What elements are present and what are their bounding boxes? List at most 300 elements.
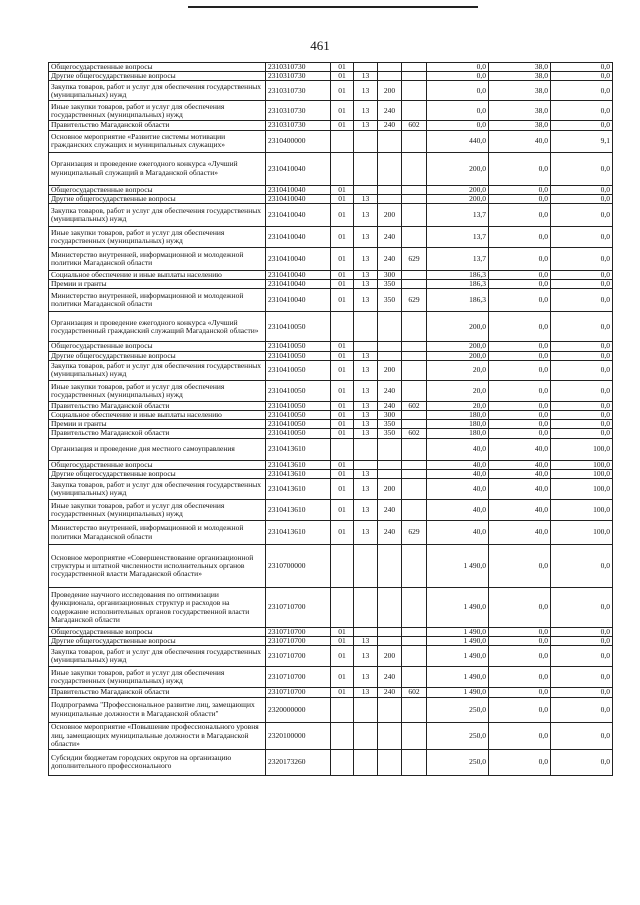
- row-name: Социальное обеспечение и иные выплаты населению: [49, 411, 266, 420]
- table-row: [49, 628, 613, 637]
- row-amount-1: 200,0: [427, 342, 489, 351]
- row-target-code: 2310410050: [266, 429, 331, 438]
- row-amount-2: 0,0: [489, 289, 551, 312]
- row-amount-2: 0,0: [489, 351, 551, 360]
- row-target-code: 2310410050: [266, 360, 331, 380]
- row-admin-code: [402, 342, 427, 351]
- row-name: Министерство внутренней, информационной и молодежной политики Магаданской области: [49, 248, 266, 271]
- row-section: 01: [331, 646, 354, 667]
- row-amount-3: 0,0: [551, 72, 613, 81]
- table-row: [49, 697, 613, 722]
- row-expense-type: 200: [378, 204, 402, 227]
- row-name: Другие общегосударственные вопросы: [49, 469, 266, 478]
- row-target-code: 2310710700: [266, 588, 331, 628]
- table-row: [49, 121, 613, 130]
- row-name: Правительство Магаданской области: [49, 688, 266, 697]
- row-amount-2: 0,0: [489, 628, 551, 637]
- table-row: [49, 401, 613, 410]
- row-amount-2: 40,0: [489, 460, 551, 469]
- row-name: Общегосударственные вопросы: [49, 460, 266, 469]
- row-target-code: 2310413610: [266, 469, 331, 478]
- row-amount-1: 13,7: [427, 227, 489, 248]
- row-expense-type: 240: [378, 521, 402, 545]
- row-admin-code: 629: [402, 521, 427, 545]
- row-admin-code: [402, 469, 427, 478]
- row-subsection: [354, 628, 378, 637]
- row-expense-type: [378, 351, 402, 360]
- row-target-code: 2310310730: [266, 72, 331, 81]
- row-amount-1: 0,0: [427, 121, 489, 130]
- row-amount-1: 200,0: [427, 152, 489, 185]
- row-admin-code: [402, 204, 427, 227]
- row-name: Основное мероприятие «Повышение профессионального уровня лиц, замещающих муниципальные должности в Магаданской области»: [49, 722, 266, 749]
- row-section: [331, 130, 354, 152]
- row-expense-type: [378, 637, 402, 646]
- row-admin-code: [402, 63, 427, 72]
- row-expense-type: [378, 194, 402, 203]
- row-expense-type: 200: [378, 646, 402, 667]
- row-amount-1: 200,0: [427, 194, 489, 203]
- row-section: 01: [331, 289, 354, 312]
- row-amount-3: 0,0: [551, 646, 613, 667]
- row-expense-type: [378, 588, 402, 628]
- row-expense-type: [378, 628, 402, 637]
- row-subsection: 13: [354, 420, 378, 429]
- row-amount-1: 40,0: [427, 521, 489, 545]
- row-target-code: 2310413610: [266, 500, 331, 521]
- row-subsection: 13: [354, 401, 378, 410]
- top-rule: [188, 6, 478, 8]
- row-name: Иные закупки товаров, работ и услуг для обеспечения государственных (муниципальных) нужд: [49, 101, 266, 121]
- row-amount-1: 180,0: [427, 420, 489, 429]
- row-amount-1: 40,0: [427, 438, 489, 460]
- row-admin-code: [402, 460, 427, 469]
- row-amount-2: 0,0: [489, 204, 551, 227]
- row-admin-code: [402, 697, 427, 722]
- row-subsection: [354, 63, 378, 72]
- row-name: Проведение научного исследования по оптимизации функционала, организационных структур и расходов на содержание исполнительных органов государственной власти Магаданской области: [49, 588, 266, 628]
- row-subsection: [354, 152, 378, 185]
- row-target-code: 2310410040: [266, 227, 331, 248]
- row-amount-2: 0,0: [489, 411, 551, 420]
- row-amount-1: 20,0: [427, 401, 489, 410]
- row-section: 01: [331, 360, 354, 380]
- row-name: Закупка товаров, работ и услуг для обеспечения государственных (муниципальных) нужд: [49, 81, 266, 101]
- row-target-code: 2310710700: [266, 667, 331, 688]
- row-amount-2: 0,0: [489, 429, 551, 438]
- row-admin-code: [402, 312, 427, 342]
- row-section: 01: [331, 401, 354, 410]
- row-expense-type: 240: [378, 101, 402, 121]
- row-amount-1: 1 490,0: [427, 628, 489, 637]
- table-row: [49, 81, 613, 101]
- row-subsection: 13: [354, 121, 378, 130]
- row-subsection: [354, 130, 378, 152]
- row-admin-code: [402, 194, 427, 203]
- row-section: 01: [331, 351, 354, 360]
- row-target-code: 2310400000: [266, 130, 331, 152]
- row-amount-2: 0,0: [489, 401, 551, 410]
- row-name: Закупка товаров, работ и услуг для обеспечения государственных (муниципальных) нужд: [49, 360, 266, 380]
- budget-table-body: [49, 63, 613, 776]
- row-target-code: 2320000000: [266, 697, 331, 722]
- row-expense-type: 200: [378, 360, 402, 380]
- row-target-code: 2320100000: [266, 722, 331, 749]
- table-row: [49, 646, 613, 667]
- row-subsection: [354, 697, 378, 722]
- row-target-code: 2310410050: [266, 351, 331, 360]
- row-admin-code: [402, 628, 427, 637]
- table-row: [49, 289, 613, 312]
- row-expense-type: 300: [378, 411, 402, 420]
- row-amount-1: 1 490,0: [427, 646, 489, 667]
- table-row: [49, 194, 613, 203]
- row-admin-code: [402, 749, 427, 775]
- table-row: [49, 469, 613, 478]
- row-target-code: 2310410050: [266, 411, 331, 420]
- row-section: 01: [331, 121, 354, 130]
- row-amount-3: 0,0: [551, 749, 613, 775]
- row-subsection: 13: [354, 194, 378, 203]
- table-row: [49, 360, 613, 380]
- row-target-code: 2310410050: [266, 401, 331, 410]
- row-target-code: 2310710700: [266, 646, 331, 667]
- row-subsection: [354, 185, 378, 194]
- row-amount-3: 0,0: [551, 420, 613, 429]
- row-section: 01: [331, 81, 354, 101]
- row-expense-type: [378, 130, 402, 152]
- table-row: [49, 130, 613, 152]
- row-amount-1: 186,3: [427, 280, 489, 289]
- row-section: 01: [331, 342, 354, 351]
- table-row: [49, 380, 613, 401]
- row-amount-2: 38,0: [489, 81, 551, 101]
- row-subsection: 13: [354, 521, 378, 545]
- row-expense-type: [378, 697, 402, 722]
- row-name: Другие общегосударственные вопросы: [49, 351, 266, 360]
- row-expense-type: [378, 749, 402, 775]
- row-name: Другие общегосударственные вопросы: [49, 637, 266, 646]
- row-amount-2: 0,0: [489, 342, 551, 351]
- row-name: Организация и проведение дня местного самоуправления: [49, 438, 266, 460]
- row-section: 01: [331, 429, 354, 438]
- table-row: [49, 63, 613, 72]
- row-amount-2: 40,0: [489, 469, 551, 478]
- row-section: 01: [331, 411, 354, 420]
- row-target-code: 2310710700: [266, 628, 331, 637]
- row-amount-3: 0,0: [551, 101, 613, 121]
- row-expense-type: [378, 545, 402, 588]
- row-amount-3: 0,0: [551, 545, 613, 588]
- table-row: [49, 688, 613, 697]
- row-target-code: 2310413610: [266, 438, 331, 460]
- row-amount-2: 0,0: [489, 248, 551, 271]
- table-row: [49, 280, 613, 289]
- row-section: [331, 152, 354, 185]
- row-subsection: 13: [354, 637, 378, 646]
- row-name: Закупка товаров, работ и услуг для обеспечения государственных (муниципальных) нужд: [49, 646, 266, 667]
- row-subsection: 13: [354, 469, 378, 478]
- budget-table: [48, 62, 613, 776]
- row-target-code: 2310410040: [266, 289, 331, 312]
- row-admin-code: [402, 130, 427, 152]
- table-row: [49, 227, 613, 248]
- row-subsection: 13: [354, 204, 378, 227]
- row-amount-3: 0,0: [551, 342, 613, 351]
- row-amount-1: 40,0: [427, 469, 489, 478]
- row-amount-2: 0,0: [489, 637, 551, 646]
- row-target-code: 2310310730: [266, 101, 331, 121]
- row-admin-code: [402, 438, 427, 460]
- row-amount-3: 100,0: [551, 438, 613, 460]
- row-expense-type: 200: [378, 81, 402, 101]
- row-admin-code: 602: [402, 121, 427, 130]
- row-amount-3: 0,0: [551, 722, 613, 749]
- row-admin-code: [402, 280, 427, 289]
- row-name: Правительство Магаданской области: [49, 121, 266, 130]
- row-target-code: 2310700000: [266, 545, 331, 588]
- table-row: [49, 342, 613, 351]
- row-expense-type: 350: [378, 280, 402, 289]
- table-row: [49, 152, 613, 185]
- row-target-code: 2310410050: [266, 312, 331, 342]
- row-subsection: 13: [354, 227, 378, 248]
- row-amount-1: 200,0: [427, 185, 489, 194]
- row-subsection: 13: [354, 667, 378, 688]
- row-amount-1: 250,0: [427, 722, 489, 749]
- row-expense-type: 240: [378, 121, 402, 130]
- row-name: Субсидии бюджетам городских округов на организацию дополнительного профессионального: [49, 749, 266, 775]
- row-amount-2: 0,0: [489, 588, 551, 628]
- row-section: 01: [331, 479, 354, 500]
- row-amount-1: 1 490,0: [427, 545, 489, 588]
- row-amount-2: 0,0: [489, 280, 551, 289]
- row-amount-3: 100,0: [551, 521, 613, 545]
- row-amount-2: 0,0: [489, 227, 551, 248]
- row-expense-type: 350: [378, 429, 402, 438]
- row-admin-code: [402, 360, 427, 380]
- row-target-code: 2310710700: [266, 688, 331, 697]
- row-target-code: 2310410050: [266, 380, 331, 401]
- row-name: Закупка товаров, работ и услуг для обеспечения государственных (муниципальных) нужд: [49, 204, 266, 227]
- row-amount-3: 9,1: [551, 130, 613, 152]
- row-expense-type: [378, 722, 402, 749]
- row-expense-type: [378, 72, 402, 81]
- row-name: Правительство Магаданской области: [49, 401, 266, 410]
- row-amount-3: 0,0: [551, 227, 613, 248]
- row-target-code: 2310310730: [266, 121, 331, 130]
- row-expense-type: 240: [378, 248, 402, 271]
- row-expense-type: 240: [378, 500, 402, 521]
- row-section: [331, 697, 354, 722]
- table-row: [49, 429, 613, 438]
- row-section: 01: [331, 72, 354, 81]
- row-amount-1: 0,0: [427, 72, 489, 81]
- row-section: 01: [331, 204, 354, 227]
- row-name: Премии и гранты: [49, 280, 266, 289]
- row-name: Министерство внутренней, информационной и молодежной политики Магаданской области: [49, 521, 266, 545]
- row-amount-1: 200,0: [427, 351, 489, 360]
- row-admin-code: 602: [402, 688, 427, 697]
- row-amount-3: 100,0: [551, 500, 613, 521]
- row-amount-2: 38,0: [489, 121, 551, 130]
- row-amount-3: 0,0: [551, 81, 613, 101]
- row-name: Закупка товаров, работ и услуг для обеспечения государственных (муниципальных) нужд: [49, 479, 266, 500]
- table-row: [49, 438, 613, 460]
- row-section: 01: [331, 63, 354, 72]
- row-amount-3: 0,0: [551, 380, 613, 401]
- row-amount-1: 20,0: [427, 380, 489, 401]
- row-subsection: 13: [354, 351, 378, 360]
- row-subsection: 13: [354, 72, 378, 81]
- table-row: [49, 248, 613, 271]
- row-admin-code: [402, 588, 427, 628]
- row-subsection: 13: [354, 289, 378, 312]
- row-admin-code: [402, 722, 427, 749]
- row-section: 01: [331, 667, 354, 688]
- table-row: [49, 545, 613, 588]
- table-row: [49, 637, 613, 646]
- table-row: [49, 72, 613, 81]
- row-amount-3: 100,0: [551, 460, 613, 469]
- row-target-code: 2320173260: [266, 749, 331, 775]
- row-target-code: 2310410040: [266, 194, 331, 203]
- row-amount-2: 0,0: [489, 420, 551, 429]
- page-number: 461: [310, 38, 330, 53]
- row-target-code: 2310413610: [266, 460, 331, 469]
- row-amount-1: 250,0: [427, 697, 489, 722]
- row-admin-code: [402, 72, 427, 81]
- table-row: [49, 667, 613, 688]
- row-amount-1: 13,7: [427, 204, 489, 227]
- row-name: Организация и проведение ежегодного конкурса «Лучший муниципальный служащий в Магаданской области»: [49, 152, 266, 185]
- row-subsection: 13: [354, 646, 378, 667]
- row-name: Организация и проведение ежегодного конкурса «Лучший государственный гражданский служащий Магаданской области»: [49, 312, 266, 342]
- table-row: [49, 411, 613, 420]
- row-admin-code: [402, 351, 427, 360]
- row-admin-code: [402, 227, 427, 248]
- row-name: Общегосударственные вопросы: [49, 628, 266, 637]
- table-row: [49, 479, 613, 500]
- row-amount-3: 0,0: [551, 637, 613, 646]
- row-section: 01: [331, 101, 354, 121]
- row-admin-code: 629: [402, 289, 427, 312]
- row-amount-2: 0,0: [489, 360, 551, 380]
- row-name: Иные закупки товаров, работ и услуг для обеспечения государственных (муниципальных) нужд: [49, 500, 266, 521]
- row-expense-type: [378, 460, 402, 469]
- row-name: Подпрограмма "Профессиональное развитие лиц, замещающих муниципальные должности в Магаданской области": [49, 697, 266, 722]
- row-expense-type: 200: [378, 479, 402, 500]
- row-subsection: [354, 460, 378, 469]
- row-target-code: 2310410040: [266, 152, 331, 185]
- row-amount-2: 0,0: [489, 194, 551, 203]
- row-amount-1: 20,0: [427, 360, 489, 380]
- row-expense-type: [378, 469, 402, 478]
- row-amount-3: 0,0: [551, 204, 613, 227]
- row-expense-type: [378, 438, 402, 460]
- row-admin-code: [402, 667, 427, 688]
- row-expense-type: [378, 312, 402, 342]
- row-admin-code: [402, 545, 427, 588]
- row-subsection: 13: [354, 500, 378, 521]
- row-amount-2: 40,0: [489, 130, 551, 152]
- row-admin-code: [402, 152, 427, 185]
- table-row: [49, 101, 613, 121]
- row-amount-1: 200,0: [427, 312, 489, 342]
- row-amount-3: 0,0: [551, 360, 613, 380]
- row-section: [331, 588, 354, 628]
- row-expense-type: 240: [378, 227, 402, 248]
- row-section: 01: [331, 248, 354, 271]
- row-admin-code: [402, 646, 427, 667]
- row-name: Общегосударственные вопросы: [49, 63, 266, 72]
- row-admin-code: [402, 271, 427, 280]
- row-section: [331, 312, 354, 342]
- row-name: Другие общегосударственные вопросы: [49, 72, 266, 81]
- row-section: 01: [331, 500, 354, 521]
- row-amount-2: 38,0: [489, 63, 551, 72]
- row-amount-1: 1 490,0: [427, 637, 489, 646]
- row-admin-code: 602: [402, 401, 427, 410]
- row-amount-3: 0,0: [551, 351, 613, 360]
- row-amount-2: 40,0: [489, 438, 551, 460]
- row-admin-code: [402, 411, 427, 420]
- row-amount-3: 0,0: [551, 271, 613, 280]
- row-amount-3: 0,0: [551, 121, 613, 130]
- row-target-code: 2310410040: [266, 280, 331, 289]
- row-amount-3: 100,0: [551, 479, 613, 500]
- row-name: Другие общегосударственные вопросы: [49, 194, 266, 203]
- row-subsection: [354, 749, 378, 775]
- row-name: Премии и гранты: [49, 420, 266, 429]
- row-name: Общегосударственные вопросы: [49, 185, 266, 194]
- row-amount-1: 40,0: [427, 500, 489, 521]
- row-target-code: 2310413610: [266, 479, 331, 500]
- table-row: [49, 420, 613, 429]
- row-admin-code: [402, 185, 427, 194]
- row-admin-code: 602: [402, 429, 427, 438]
- row-amount-3: 0,0: [551, 667, 613, 688]
- row-expense-type: 240: [378, 380, 402, 401]
- row-amount-2: 0,0: [489, 152, 551, 185]
- row-subsection: 13: [354, 280, 378, 289]
- row-amount-2: 0,0: [489, 380, 551, 401]
- row-name: Министерство внутренней, информационной и молодежной политики Магаданской области: [49, 289, 266, 312]
- row-amount-3: 0,0: [551, 588, 613, 628]
- row-subsection: [354, 438, 378, 460]
- row-expense-type: [378, 342, 402, 351]
- row-name: Иные закупки товаров, работ и услуг для обеспечения государственных (муниципальных) нужд: [49, 667, 266, 688]
- row-amount-3: 0,0: [551, 185, 613, 194]
- row-amount-1: 186,3: [427, 271, 489, 280]
- row-amount-3: 0,0: [551, 289, 613, 312]
- table-row: [49, 521, 613, 545]
- row-amount-1: 1 490,0: [427, 667, 489, 688]
- row-admin-code: [402, 101, 427, 121]
- table-row: [49, 185, 613, 194]
- row-section: [331, 545, 354, 588]
- row-section: [331, 438, 354, 460]
- row-amount-2: 40,0: [489, 500, 551, 521]
- table-row: [49, 588, 613, 628]
- row-subsection: 13: [354, 411, 378, 420]
- row-section: 01: [331, 460, 354, 469]
- row-target-code: 2310310730: [266, 63, 331, 72]
- row-amount-1: 0,0: [427, 101, 489, 121]
- row-amount-2: 0,0: [489, 312, 551, 342]
- row-amount-2: 0,0: [489, 667, 551, 688]
- row-expense-type: 240: [378, 688, 402, 697]
